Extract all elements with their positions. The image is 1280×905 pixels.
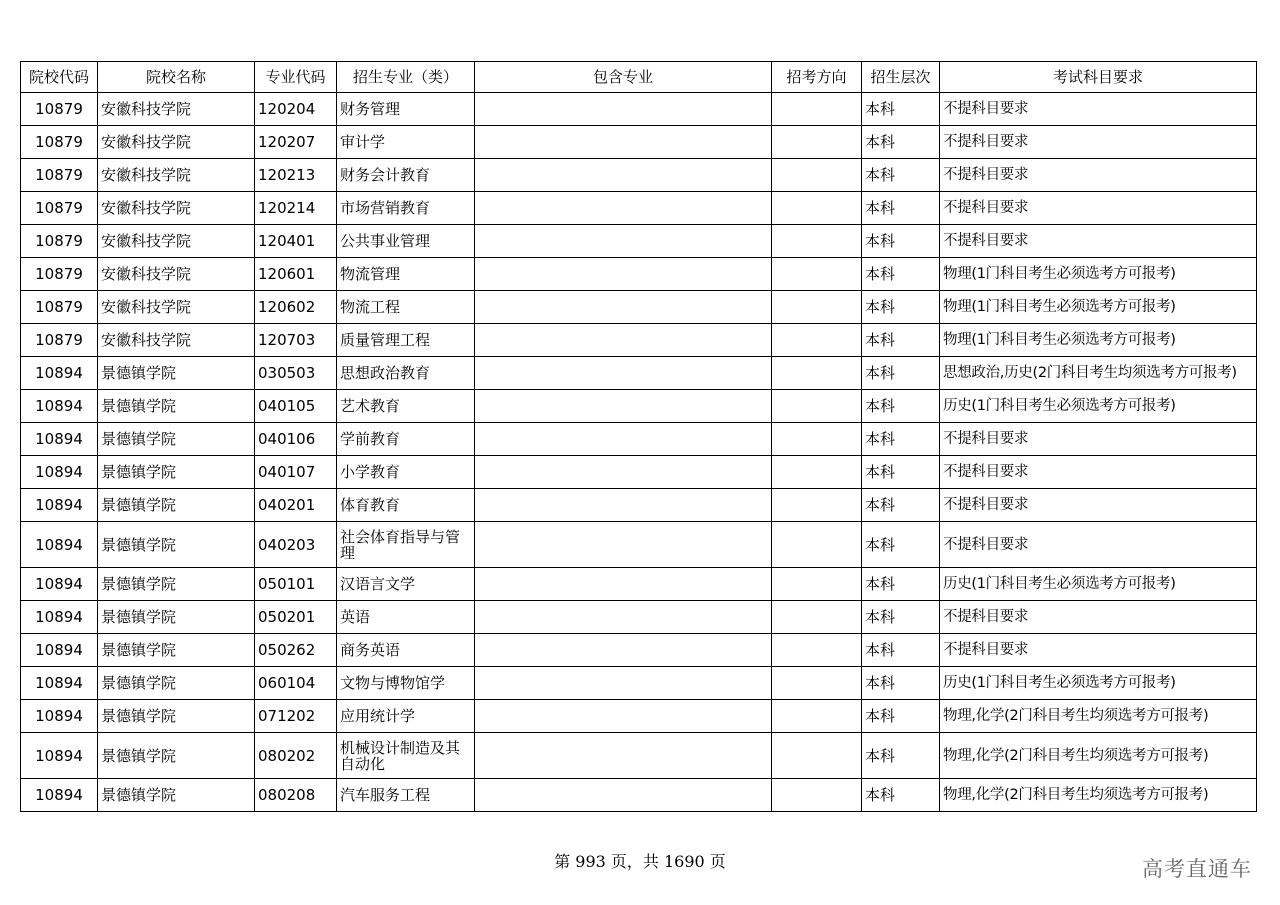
direction-cell	[772, 324, 862, 357]
school-code-cell: 10894	[21, 456, 98, 489]
subject-requirement-cell: 思想政治,历史(2门科目考生均须选考方可报考)	[940, 357, 1257, 390]
direction-cell	[772, 126, 862, 159]
major-name-cell: 小学教育	[337, 456, 475, 489]
school-name-cell: 景德镇学院	[98, 779, 255, 812]
subject-requirement-cell: 历史(1门科目考生必须选考方可报考)	[940, 568, 1257, 601]
school-code-cell: 10894	[21, 700, 98, 733]
school-name-cell: 景德镇学院	[98, 456, 255, 489]
subject-requirement-cell: 不提科目要求	[940, 601, 1257, 634]
school-code-cell: 10879	[21, 93, 98, 126]
direction-cell	[772, 779, 862, 812]
table-row	[21, 700, 1257, 733]
school-name-cell: 景德镇学院	[98, 733, 255, 779]
admission-major-table	[20, 61, 1257, 812]
table-row	[21, 357, 1257, 390]
table-row	[21, 225, 1257, 258]
school-name-cell: 安徽科技学院	[98, 192, 255, 225]
major-code-cell: 050201	[255, 601, 337, 634]
major-code-cell: 120213	[255, 159, 337, 192]
major-code-cell: 120207	[255, 126, 337, 159]
table-row	[21, 667, 1257, 700]
major-name-cell: 艺术教育	[337, 390, 475, 423]
major-code-cell: 040201	[255, 489, 337, 522]
table-row	[21, 522, 1257, 568]
major-name-cell: 市场营销教育	[337, 192, 475, 225]
subject-requirement-cell: 物理,化学(2门科目考生均须选考方可报考)	[940, 779, 1257, 812]
direction-cell	[772, 357, 862, 390]
major-code-cell: 040105	[255, 390, 337, 423]
school-name-cell: 景德镇学院	[98, 568, 255, 601]
level-cell: 本科	[862, 357, 940, 390]
school-code-cell: 10894	[21, 522, 98, 568]
school-name-cell: 景德镇学院	[98, 667, 255, 700]
direction-cell	[772, 291, 862, 324]
school-code-cell: 10894	[21, 601, 98, 634]
level-cell: 本科	[862, 192, 940, 225]
major-code-cell: 080202	[255, 733, 337, 779]
school-name-cell: 安徽科技学院	[98, 159, 255, 192]
level-cell: 本科	[862, 779, 940, 812]
subject-requirement-cell: 不提科目要求	[940, 456, 1257, 489]
major-name-cell: 汽车服务工程	[337, 779, 475, 812]
header-included-majors: 包含专业	[475, 62, 772, 93]
level-cell: 本科	[862, 390, 940, 423]
school-code-cell: 10879	[21, 126, 98, 159]
direction-cell	[772, 568, 862, 601]
subject-requirement-cell: 不提科目要求	[940, 192, 1257, 225]
school-name-cell: 景德镇学院	[98, 357, 255, 390]
major-name-cell: 文物与博物馆学	[337, 667, 475, 700]
school-code-cell: 10894	[21, 489, 98, 522]
subject-requirement-cell: 不提科目要求	[940, 126, 1257, 159]
level-cell: 本科	[862, 634, 940, 667]
level-cell: 本科	[862, 456, 940, 489]
major-name-cell: 社会体育指导与管理	[337, 522, 475, 568]
level-cell: 本科	[862, 291, 940, 324]
included-majors-cell	[475, 700, 772, 733]
included-majors-cell	[475, 733, 772, 779]
level-cell: 本科	[862, 159, 940, 192]
direction-cell	[772, 456, 862, 489]
school-name-cell: 安徽科技学院	[98, 291, 255, 324]
table-row	[21, 733, 1257, 779]
major-name-cell: 应用统计学	[337, 700, 475, 733]
included-majors-cell	[475, 634, 772, 667]
school-name-cell: 景德镇学院	[98, 522, 255, 568]
included-majors-cell	[475, 324, 772, 357]
major-code-cell: 040203	[255, 522, 337, 568]
direction-cell	[772, 700, 862, 733]
major-code-cell: 050101	[255, 568, 337, 601]
direction-cell	[772, 159, 862, 192]
school-name-cell: 景德镇学院	[98, 489, 255, 522]
school-code-cell: 10879	[21, 192, 98, 225]
level-cell: 本科	[862, 601, 940, 634]
subject-requirement-cell: 物理,化学(2门科目考生均须选考方可报考)	[940, 700, 1257, 733]
table-row	[21, 258, 1257, 291]
subject-requirement-cell: 不提科目要求	[940, 634, 1257, 667]
school-code-cell: 10879	[21, 225, 98, 258]
school-name-cell: 安徽科技学院	[98, 324, 255, 357]
table-row	[21, 192, 1257, 225]
included-majors-cell	[475, 456, 772, 489]
level-cell: 本科	[862, 324, 940, 357]
subject-requirement-cell: 物理(1门科目考生必须选考方可报考)	[940, 324, 1257, 357]
included-majors-cell	[475, 489, 772, 522]
header-subject-requirement: 考试科目要求	[940, 62, 1257, 93]
major-name-cell: 体育教育	[337, 489, 475, 522]
table-row	[21, 423, 1257, 456]
subject-requirement-cell: 不提科目要求	[940, 93, 1257, 126]
major-code-cell: 080208	[255, 779, 337, 812]
direction-cell	[772, 192, 862, 225]
included-majors-cell	[475, 159, 772, 192]
level-cell: 本科	[862, 423, 940, 456]
school-name-cell: 安徽科技学院	[98, 225, 255, 258]
header-school-code: 院校代码	[21, 62, 98, 93]
school-name-cell: 安徽科技学院	[98, 93, 255, 126]
major-name-cell: 商务英语	[337, 634, 475, 667]
direction-cell	[772, 258, 862, 291]
major-code-cell: 120601	[255, 258, 337, 291]
included-majors-cell	[475, 258, 772, 291]
school-name-cell: 景德镇学院	[98, 390, 255, 423]
table-header-row	[21, 62, 1257, 93]
major-code-cell: 120204	[255, 93, 337, 126]
table-row	[21, 126, 1257, 159]
major-code-cell: 120602	[255, 291, 337, 324]
direction-cell	[772, 489, 862, 522]
major-name-cell: 公共事业管理	[337, 225, 475, 258]
page-number: 第 993 页，共 1690 页	[554, 852, 726, 871]
level-cell: 本科	[862, 126, 940, 159]
included-majors-cell	[475, 390, 772, 423]
level-cell: 本科	[862, 489, 940, 522]
table-row	[21, 159, 1257, 192]
major-code-cell: 120703	[255, 324, 337, 357]
school-code-cell: 10894	[21, 568, 98, 601]
school-code-cell: 10879	[21, 258, 98, 291]
table-row	[21, 568, 1257, 601]
major-name-cell: 汉语言文学	[337, 568, 475, 601]
direction-cell	[772, 634, 862, 667]
direction-cell	[772, 225, 862, 258]
level-cell: 本科	[862, 667, 940, 700]
school-name-cell: 景德镇学院	[98, 601, 255, 634]
table-row	[21, 634, 1257, 667]
direction-cell	[772, 522, 862, 568]
major-name-cell: 审计学	[337, 126, 475, 159]
major-name-cell: 物流管理	[337, 258, 475, 291]
table-row	[21, 291, 1257, 324]
school-code-cell: 10894	[21, 390, 98, 423]
subject-requirement-cell: 不提科目要求	[940, 225, 1257, 258]
major-name-cell: 英语	[337, 601, 475, 634]
school-code-cell: 10879	[21, 291, 98, 324]
level-cell: 本科	[862, 568, 940, 601]
subject-requirement-cell: 不提科目要求	[940, 423, 1257, 456]
included-majors-cell	[475, 568, 772, 601]
school-name-cell: 安徽科技学院	[98, 126, 255, 159]
subject-requirement-cell: 物理(1门科目考生必须选考方可报考)	[940, 258, 1257, 291]
direction-cell	[772, 667, 862, 700]
direction-cell	[772, 423, 862, 456]
included-majors-cell	[475, 601, 772, 634]
header-major-name: 招生专业（类）	[337, 62, 475, 93]
included-majors-cell	[475, 779, 772, 812]
major-code-cell: 120401	[255, 225, 337, 258]
table-row	[21, 390, 1257, 423]
included-majors-cell	[475, 93, 772, 126]
included-majors-cell	[475, 357, 772, 390]
included-majors-cell	[475, 423, 772, 456]
school-name-cell: 景德镇学院	[98, 423, 255, 456]
included-majors-cell	[475, 667, 772, 700]
school-code-cell: 10879	[21, 324, 98, 357]
table-row	[21, 93, 1257, 126]
header-school-name: 院校名称	[98, 62, 255, 93]
major-code-cell: 030503	[255, 357, 337, 390]
subject-requirement-cell: 物理(1门科目考生必须选考方可报考)	[940, 291, 1257, 324]
level-cell: 本科	[862, 93, 940, 126]
watermark-text: 高考直通车	[1142, 857, 1252, 881]
subject-requirement-cell: 不提科目要求	[940, 489, 1257, 522]
level-cell: 本科	[862, 522, 940, 568]
major-name-cell: 物流工程	[337, 291, 475, 324]
school-code-cell: 10894	[21, 423, 98, 456]
included-majors-cell	[475, 126, 772, 159]
subject-requirement-cell: 历史(1门科目考生必须选考方可报考)	[940, 390, 1257, 423]
subject-requirement-cell: 不提科目要求	[940, 159, 1257, 192]
table-row	[21, 456, 1257, 489]
school-name-cell: 安徽科技学院	[98, 258, 255, 291]
table-row	[21, 601, 1257, 634]
major-name-cell: 财务管理	[337, 93, 475, 126]
subject-requirement-cell: 物理,化学(2门科目考生均须选考方可报考)	[940, 733, 1257, 779]
header-major-code: 专业代码	[255, 62, 337, 93]
major-name-cell: 思想政治教育	[337, 357, 475, 390]
table-row	[21, 779, 1257, 812]
included-majors-cell	[475, 225, 772, 258]
level-cell: 本科	[862, 700, 940, 733]
major-name-cell: 机械设计制造及其自动化	[337, 733, 475, 779]
major-code-cell: 120214	[255, 192, 337, 225]
included-majors-cell	[475, 192, 772, 225]
major-name-cell: 财务会计教育	[337, 159, 475, 192]
school-name-cell: 景德镇学院	[98, 700, 255, 733]
header-level: 招生层次	[862, 62, 940, 93]
included-majors-cell	[475, 522, 772, 568]
direction-cell	[772, 390, 862, 423]
direction-cell	[772, 733, 862, 779]
school-code-cell: 10894	[21, 634, 98, 667]
major-code-cell: 071202	[255, 700, 337, 733]
school-code-cell: 10894	[21, 667, 98, 700]
subject-requirement-cell: 历史(1门科目考生必须选考方可报考)	[940, 667, 1257, 700]
direction-cell	[772, 601, 862, 634]
school-code-cell: 10879	[21, 159, 98, 192]
header-direction: 招考方向	[772, 62, 862, 93]
direction-cell	[772, 93, 862, 126]
major-name-cell: 质量管理工程	[337, 324, 475, 357]
school-code-cell: 10894	[21, 733, 98, 779]
school-code-cell: 10894	[21, 779, 98, 812]
school-name-cell: 景德镇学院	[98, 634, 255, 667]
subject-requirement-cell: 不提科目要求	[940, 522, 1257, 568]
major-code-cell: 040106	[255, 423, 337, 456]
major-code-cell: 050262	[255, 634, 337, 667]
included-majors-cell	[475, 291, 772, 324]
major-name-cell: 学前教育	[337, 423, 475, 456]
school-code-cell: 10894	[21, 357, 98, 390]
level-cell: 本科	[862, 733, 940, 779]
level-cell: 本科	[862, 258, 940, 291]
table-row	[21, 324, 1257, 357]
major-code-cell: 060104	[255, 667, 337, 700]
major-code-cell: 040107	[255, 456, 337, 489]
level-cell: 本科	[862, 225, 940, 258]
table-row	[21, 489, 1257, 522]
